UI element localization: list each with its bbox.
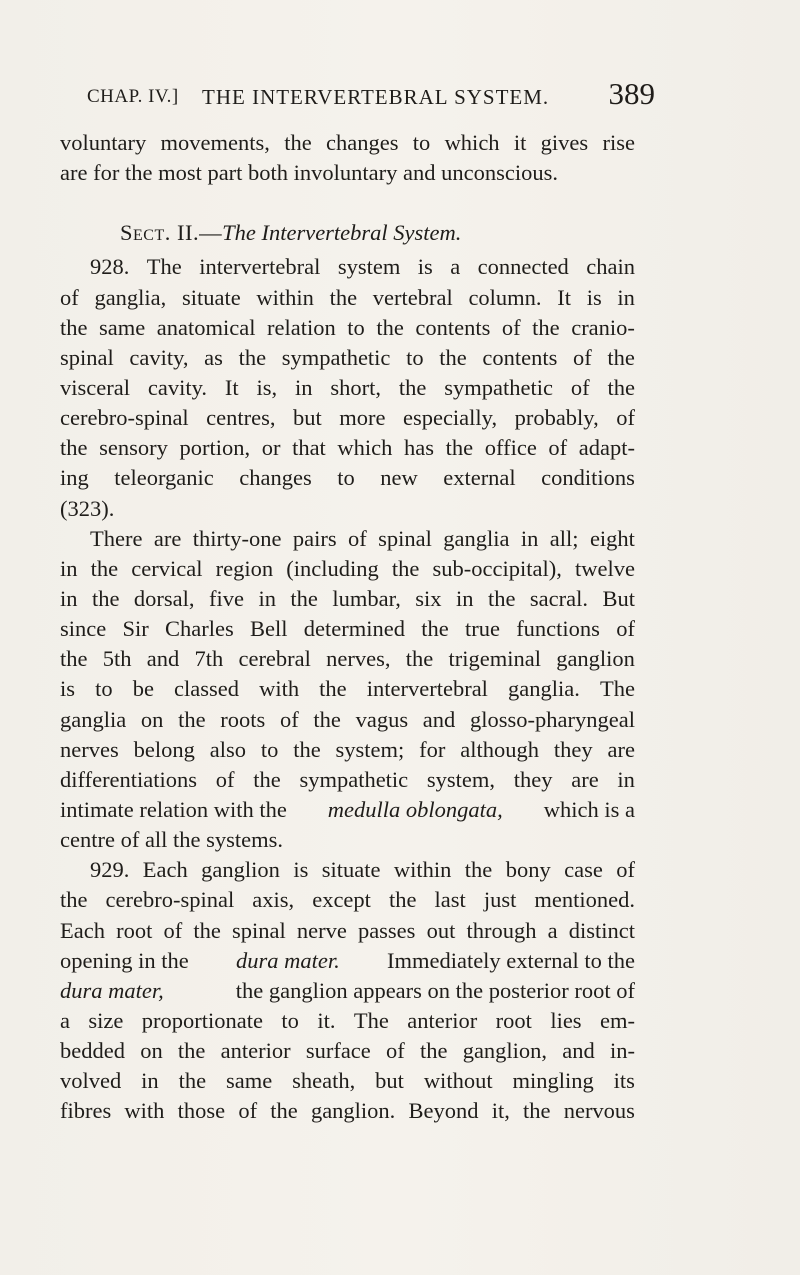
text-line: (323).: [60, 495, 115, 521]
section-label: Sect. II.—: [120, 220, 223, 246]
text-fragment: Immediately external to the: [386, 947, 635, 973]
text-line: in the dorsal, five in the lumbar, six in the sacral. But: [60, 585, 635, 611]
section-title: The Intervertebral System.: [222, 220, 462, 246]
text-line: of ganglia, situate within the vertebral column. It is in: [60, 284, 635, 310]
body-text: [60, 128, 635, 1127]
text-line: a size proportionate to it. The anterior root lies em-: [60, 1007, 635, 1033]
text-line: differentiations of the sympathetic system, they are in: [60, 766, 635, 792]
text-line: Each root of the spinal nerve passes out through a distinct: [60, 917, 635, 943]
text-line: nerves belong also to the system; for although they are: [60, 736, 635, 762]
text-fragment: opening in the: [60, 947, 189, 973]
medulla-oblongata-term: medulla oblongata,: [327, 796, 503, 822]
text-line: spinal cavity, as the sympathetic to the contents of the: [60, 344, 635, 370]
text-line: the sensory portion, or that which has the office of adapt-: [60, 435, 635, 461]
text-line: cerebro-spinal centres, but more especially, probably, of: [60, 405, 635, 431]
text-line: the same anatomical relation to the contents of the cranio-: [60, 314, 635, 340]
dura-mater-term: dura mater,: [60, 977, 164, 1003]
text-line: There are thirty-one pairs of spinal ganglia in all; eight: [90, 525, 635, 551]
text-fragment: the ganglion appears on the posterior root of: [235, 977, 635, 1003]
text-line: voluntary movements, the changes to which it gives rise: [60, 130, 635, 155]
text-line: the 5th and 7th cerebral nerves, the trigeminal ganglion: [60, 646, 635, 672]
text-line: [60, 976, 635, 1006]
text-line: bedded on the anterior surface of the ganglion, and in-: [60, 1038, 635, 1064]
chapter-label: CHAP. IV.]: [87, 86, 179, 107]
paragraph-928-line: 928. The intervertebral system is a connected chain: [90, 254, 635, 280]
text-line: since Sir Charles Bell determined the true functions of: [60, 616, 635, 642]
text-line: centre of all the systems.: [60, 827, 284, 853]
page-number: 389: [608, 76, 655, 111]
text-line: [60, 946, 635, 976]
section-heading: [60, 218, 635, 248]
running-head: [87, 78, 655, 118]
text-line: [60, 795, 635, 825]
text-line: fibres with those of the ganglion. Beyond it, the nervous: [60, 1098, 635, 1124]
paragraph-929-line: 929. Each ganglion is situate within the bony case of: [90, 857, 635, 883]
running-title: THE INTERVERTEBRAL SYSTEM.: [202, 85, 550, 109]
text-fragment: intimate relation with the: [60, 796, 287, 822]
text-line: ganglia on the roots of the vagus and glosso-pharyngeal: [60, 706, 635, 732]
text-line: ing teleorganic changes to new external conditions: [60, 465, 635, 491]
text-line: in the cervical region (including the sub-occipital), twelve: [60, 555, 635, 581]
text-line: are for the most part both involuntary and unconscious.: [60, 160, 559, 186]
text-line: volved in the same sheath, but without mingling its: [60, 1068, 635, 1094]
text-line: is to be classed with the intervertebral ganglia. The: [60, 676, 635, 702]
text-line: the cerebro-spinal axis, except the last just mentioned.: [60, 887, 635, 913]
dura-mater-term: dura mater.: [235, 947, 340, 973]
text-line: visceral cavity. It is, in short, the sympathetic of the: [60, 374, 635, 400]
text-fragment: which is a: [543, 796, 635, 822]
